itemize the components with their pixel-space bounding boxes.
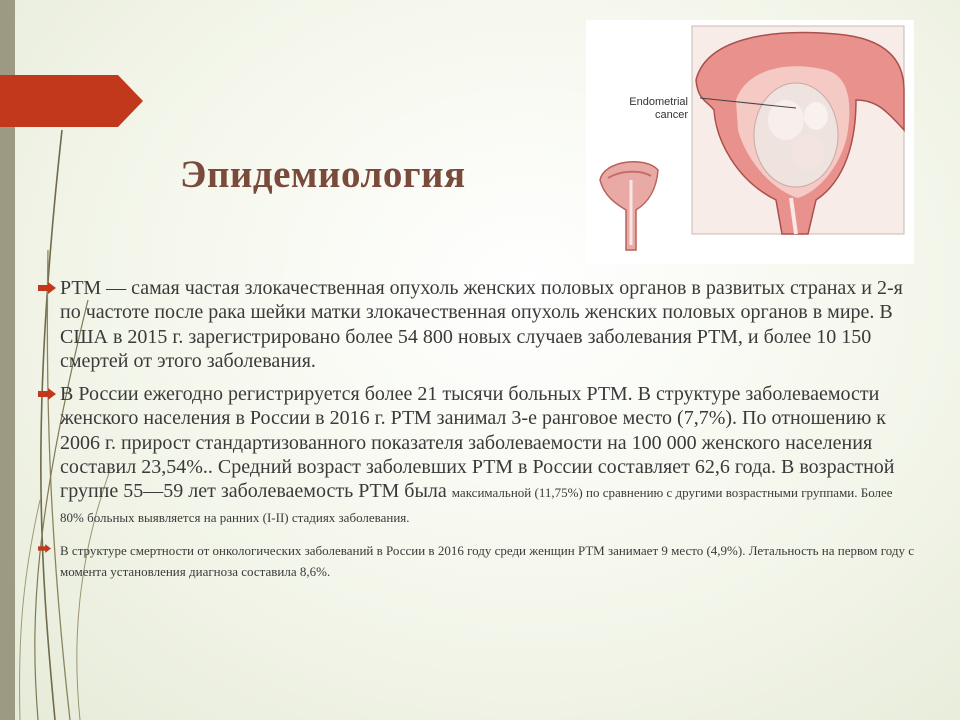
bullet-item: [36, 540, 916, 582]
bullet-list: [36, 276, 916, 582]
bullet-item: [36, 276, 916, 373]
bullet-text: В структуре смертности от онкологических заболеваний в России в 2016 году среди женщин РТМ занимает 9 место (4,9%). Летальность на первом году с момента установления диагноза составила 8,6%.: [60, 542, 915, 579]
illustration-label-line1: Endometrial: [629, 96, 688, 108]
bullet-arrow-icon: [38, 282, 56, 294]
illustration-label-line2: cancer: [654, 109, 688, 121]
title-banner-arrow: [0, 75, 143, 127]
bullet-text: В России ежегодно регистрируется более 21 тысячи больных РТМ. В структуре заболеваемости женского населения в России в 2016 г. РТМ занимал 3-е ранговое место (7,7%). По отношению к 2006 г. прирост стандартизованного показателя заболеваемости на 100 000 женского населения составил 23,54%.. Средний возраст заболевших РТМ в России составляет 62,6 года. В возрастной группе 55—59 лет заболеваемость РТМ была: [60, 383, 895, 503]
bullet-text: РТМ — самая частая злокачественная опухоль женских половых органов в развитых странах и 2-я по частоте после рака шейки матки злокачественная опухоль женских половых органов в мире. В США в 2015 г. зарегистрировано более 54 800 новых случаев заболевания РТМ, и более 10 150 смертей от этого заболевания.: [60, 277, 903, 372]
bullet-arrow-icon: [38, 388, 56, 400]
uterus-diagram: [586, 20, 914, 264]
slide-title: Эпидемиология: [180, 153, 466, 196]
small-uterus-figure: [600, 162, 658, 250]
bullet-text-small: максимальной (11,75%) по сравнению с другими возрастными группами. Более 80% больных выявляется на ранних (I-II) стадиях заболевания.: [60, 485, 893, 525]
bullet-item: [36, 382, 916, 528]
endometrial-cancer-illustration: [586, 20, 914, 264]
bullet-arrow-icon: [38, 544, 51, 553]
large-uterus-cross-section: [692, 26, 904, 234]
